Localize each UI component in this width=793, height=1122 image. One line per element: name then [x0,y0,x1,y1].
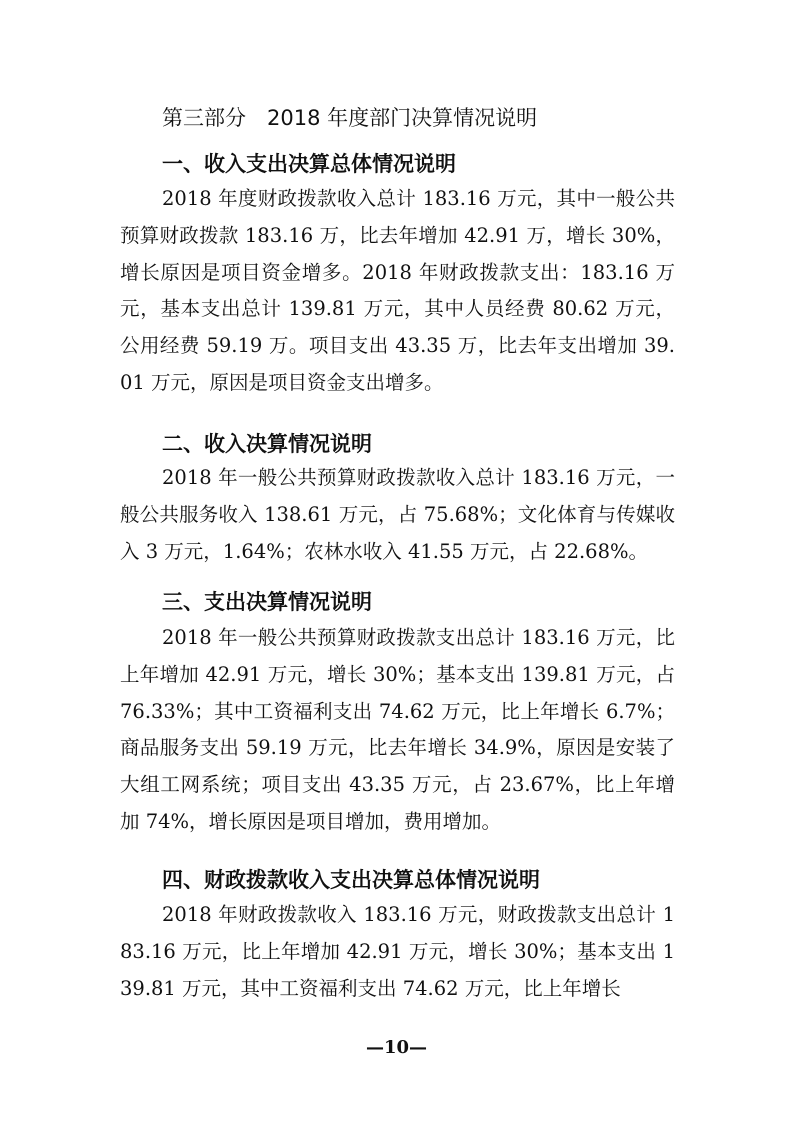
document-title: 第三部分 2018 年度部门决算情况说明 [162,106,538,130]
section-paragraph-3: 2018 年一般公共预算财政拨款支出总计 183.16 万元，比上年增加 42.91 万元，增长 30%；基本支出 139.81 万元，占 76.33%；其中工资福利支出 74.62 万元，比上年增长 6.7%；商品服务支出 59.19 万元，比去年增长 34.9%，原因是安装了大组工网系统；项目支出 43.35 万元，占 23.67%，比上年增加 74%，增长原因是项目增加，费用增加。 [120,626,675,833]
page-number: —10— [365,1037,428,1058]
section-heading-3: 三、支出决算情况说明 [162,590,372,614]
section-heading-1: 一、收入支出决算总体情况说明 [162,152,456,176]
section-heading-2: 二、收入决算情况说明 [162,432,372,456]
section-heading-4: 四、财政拨款收入支出决算总体情况说明 [162,868,540,892]
section-paragraph-1: 2018 年度财政拨款收入总计 183.16 万元，其中一般公共预算财政拨款 183.16 万，比去年增加 42.91 万，增长 30%，增长原因是项目资金增多。2018 年财政拨款支出：183.16 万元，基本支出总计 139.81 万元，其中人员经费 80.62 万元，公用经费 59.19 万。项目支出 43.35 万，比去年支出增加 39.01 万元，原因是项目资金支出增多。 [120,187,675,394]
section-paragraph-2: 2018 年一般公共预算财政拨款收入总计 183.16 万元，一般公共服务收入 138.61 万元，占 75.68%；文化体育与传媒收入 3 万元，1.64%；农林水收入 41.55 万元，占 22.68%。 [120,466,675,563]
section-paragraph-4: 2018 年财政拨款收入 183.16 万元，财政拨款支出总计 183.16 万元，比上年增加 42.91 万元，增长 30%；基本支出 139.81 万元，其中工资福利支出 74.62 万元，比上年增长 [120,903,675,1000]
